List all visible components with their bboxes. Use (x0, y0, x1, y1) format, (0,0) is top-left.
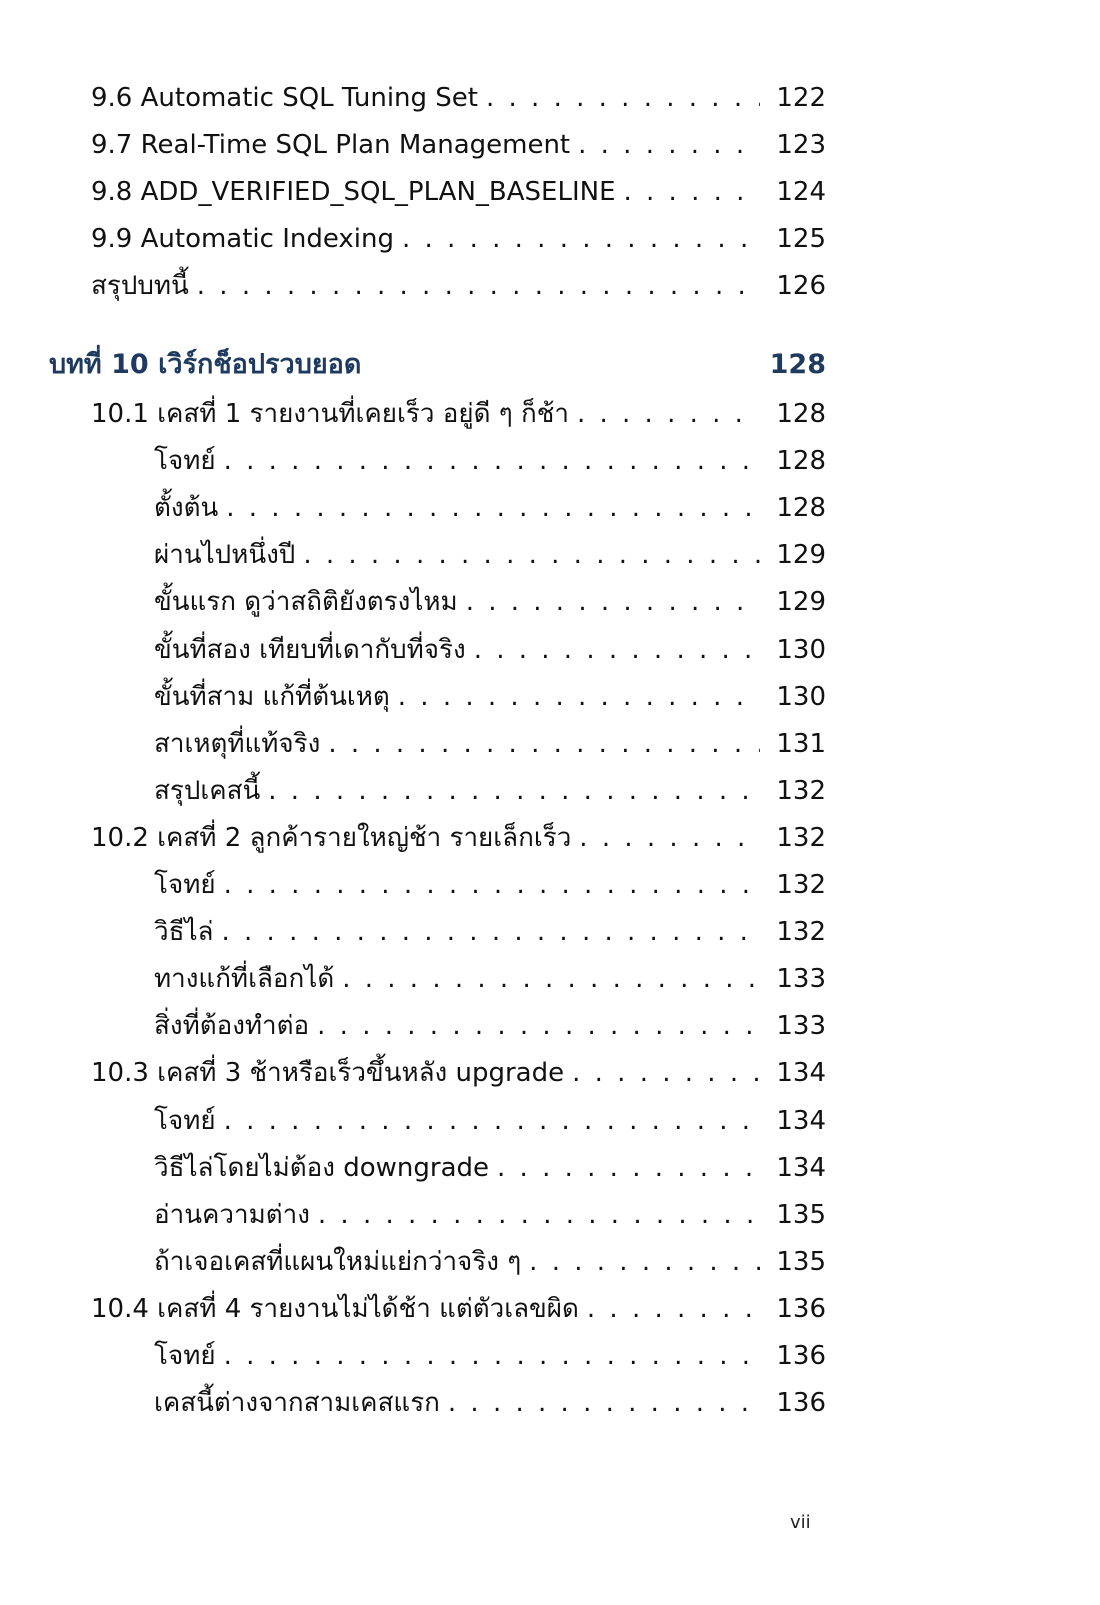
toc-entry-page: 129 (776, 540, 826, 570)
toc-entry[interactable] (91, 81, 826, 115)
toc-entry-title: 9.8 ADD_VERIFIED_SQL_PLAN_BASELINE (91, 177, 616, 207)
toc-section-entry[interactable] (91, 1292, 826, 1326)
toc-subsection-entry[interactable] (154, 1386, 826, 1420)
dot-leader (577, 397, 760, 431)
toc-entry-title: อ่านความต่าง (154, 1200, 310, 1230)
toc-entry-title: โจทย์ (154, 446, 216, 476)
toc-entry-page: 130 (776, 682, 826, 712)
dot-leader (398, 680, 760, 714)
toc-entry-title: สรุปบทนี้ (91, 271, 189, 301)
toc-entry-page: 136 (776, 1294, 826, 1324)
toc-entry-page: 136 (776, 1388, 826, 1418)
toc-entry-title: 10.4 เคสที่ 4 รายงานไม่ได้ช้า แต่ตัวเลขผิด (91, 1294, 579, 1324)
dot-leader (497, 1151, 760, 1185)
dot-leader (579, 821, 760, 855)
dot-leader (224, 868, 760, 902)
toc-subsection-entry[interactable] (154, 1245, 826, 1279)
dot-leader (486, 81, 760, 115)
dot-leader (268, 774, 760, 808)
toc-section-entry[interactable] (91, 821, 826, 855)
toc-subsection-entry[interactable] (154, 915, 826, 949)
toc-entry-page: 134 (776, 1153, 826, 1183)
dot-leader (224, 1104, 760, 1138)
dot-leader (224, 444, 760, 478)
toc-entry-page: 125 (776, 224, 826, 254)
toc-entry-title: ทางแก้ที่เลือกได้ (154, 964, 335, 994)
toc-entry-page: 124 (776, 177, 826, 207)
chapter-heading[interactable] (49, 347, 826, 383)
toc-entry-title: ขั้นแรก ดูว่าสถิติยังตรงไหม (154, 587, 458, 617)
toc-entry-title: สาเหตุที่แท้จริง (154, 729, 321, 759)
toc-entry-title: วิธีไล่โดยไม่ต้อง downgrade (154, 1153, 490, 1183)
toc-subsection-entry[interactable] (154, 538, 826, 572)
toc-entry-page: 131 (776, 729, 826, 759)
toc-subsection-entry[interactable] (154, 727, 826, 761)
toc-entry-title: วิธีไล่ (154, 917, 214, 947)
toc-entry-title: ขั้นที่สอง เทียบที่เดากับที่จริง (154, 635, 466, 665)
toc-entry-title: ผ่านไปหนึ่งปี (154, 540, 296, 570)
dot-leader (624, 175, 761, 209)
toc-entry-title: สิ่งที่ต้องทำต่อ (154, 1011, 310, 1041)
toc-subsection-entry[interactable] (154, 633, 826, 667)
dot-leader (317, 1009, 760, 1043)
toc-entry-page: 135 (776, 1247, 826, 1277)
dot-leader (448, 1386, 760, 1420)
toc-entry-title: 10.3 เคสที่ 3 ช้าหรือเร็วขึ้นหลัง upgrade (91, 1058, 565, 1088)
toc-entry-page: 132 (776, 870, 826, 900)
toc-entry-page: 130 (776, 635, 826, 665)
dot-leader (529, 1245, 760, 1279)
toc-subsection-entry[interactable] (154, 1198, 826, 1232)
toc-entry-page: 135 (776, 1200, 826, 1230)
toc-subsection-entry[interactable] (154, 774, 826, 808)
toc-entry-page: 128 (776, 493, 826, 523)
toc-subsection-entry[interactable] (154, 1339, 826, 1373)
dot-leader (221, 915, 760, 949)
toc-entry-title: เคสนี้ต่างจากสามเคสแรก (154, 1388, 440, 1418)
toc-entry-title: 10.1 เคสที่ 1 รายงานที่เคยเร็ว อยู่ดี ๆ ก็ช้า (91, 399, 569, 429)
dot-leader (328, 727, 760, 761)
toc-entry-title: สรุปเคสนี้ (154, 776, 261, 806)
toc-entry[interactable] (91, 222, 826, 256)
toc-subsection-entry[interactable] (154, 1104, 826, 1138)
toc-entry-page: 126 (776, 271, 826, 301)
toc-entry-title: ตั้งต้น (154, 493, 219, 523)
toc-entry-page: 132 (776, 917, 826, 947)
toc-subsection-entry[interactable] (154, 680, 826, 714)
chapter-title: บทที่ 10 เวิร์กช็อปรวบยอด (49, 349, 362, 380)
toc-entry-page: 136 (776, 1341, 826, 1371)
toc-section-entry[interactable] (91, 1056, 826, 1090)
dot-leader (224, 1339, 760, 1373)
toc-entry-page: 122 (776, 83, 826, 113)
toc-subsection-entry[interactable] (154, 1151, 826, 1185)
dot-leader (572, 1056, 760, 1090)
toc-entry-page: 132 (776, 776, 826, 806)
dot-leader (318, 1198, 760, 1232)
toc-entry-page: 133 (776, 1011, 826, 1041)
dot-leader (402, 222, 760, 256)
dot-leader (466, 585, 760, 619)
toc-entry-page: 129 (776, 587, 826, 617)
dot-leader (342, 962, 760, 996)
toc-subsection-entry[interactable] (154, 585, 826, 619)
toc-entry-page: 132 (776, 823, 826, 853)
page-number: vii (790, 1512, 811, 1533)
toc-entry-page: 123 (776, 130, 826, 160)
toc-entry-page: 128 (776, 446, 826, 476)
dot-leader (587, 1292, 760, 1326)
toc-entry-title: 9.7 Real-Time SQL Plan Management (91, 130, 571, 160)
chapter-page: 128 (769, 349, 826, 380)
toc-subsection-entry[interactable] (154, 444, 826, 478)
toc-entry-page: 134 (776, 1058, 826, 1088)
toc-entry-title: ขั้นที่สาม แก้ที่ต้นเหตุ (154, 682, 390, 712)
toc-entry-title: ถ้าเจอเคสที่แผนใหม่แย่กว่าจริง ๆ (154, 1247, 522, 1277)
toc-subsection-entry[interactable] (154, 962, 826, 996)
toc-entry-title: โจทย์ (154, 1106, 216, 1136)
dot-leader (578, 128, 760, 162)
dot-leader (197, 269, 760, 303)
dot-leader (474, 633, 760, 667)
toc-section-entry[interactable] (91, 397, 826, 431)
dot-leader (226, 491, 760, 525)
toc-entry[interactable] (91, 128, 826, 162)
toc-entry-title: 9.9 Automatic Indexing (91, 224, 394, 254)
toc-entry-title: โจทย์ (154, 870, 216, 900)
toc-entry-title: 10.2 เคสที่ 2 ลูกค้ารายใหญ่ช้า รายเล็กเร็ว (91, 823, 572, 853)
toc-subsection-entry[interactable] (154, 1009, 826, 1043)
toc-entry[interactable] (91, 175, 826, 209)
dot-leader (303, 538, 760, 572)
toc-entry-page: 128 (776, 399, 826, 429)
toc-entry-page: 134 (776, 1106, 826, 1136)
toc-entry-page: 133 (776, 964, 826, 994)
toc-entry-title: 9.6 Automatic SQL Tuning Set (91, 83, 478, 113)
toc-subsection-entry[interactable] (154, 868, 826, 902)
toc-subsection-entry[interactable] (154, 491, 826, 525)
toc-entry-title: โจทย์ (154, 1341, 216, 1371)
toc-entry[interactable] (91, 269, 826, 303)
